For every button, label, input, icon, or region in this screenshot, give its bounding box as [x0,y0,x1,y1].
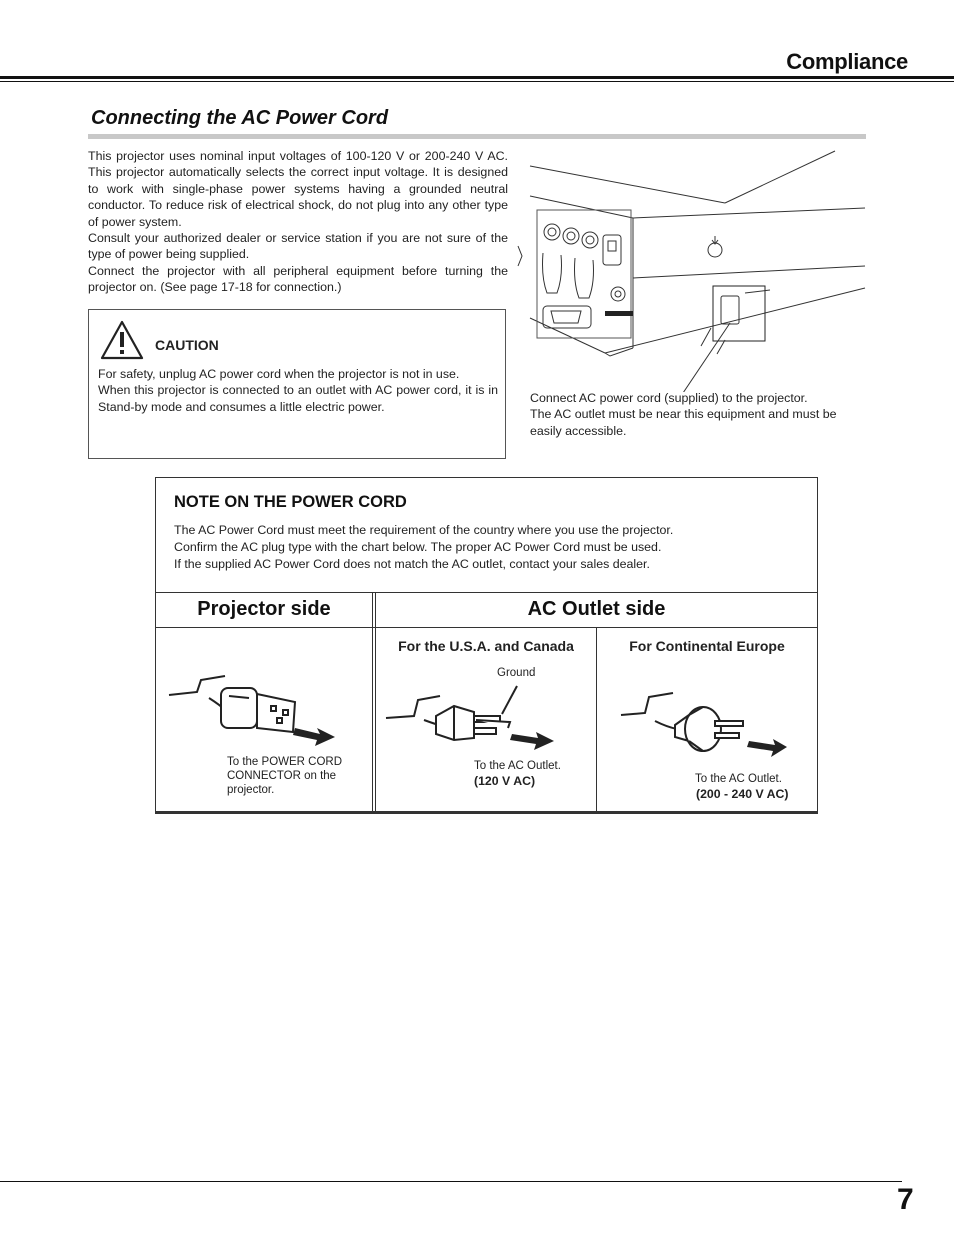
europe-outlet-caption: To the AC Outlet. [695,773,782,785]
section-title-rule [88,134,866,139]
warning-triangle-icon [100,320,144,360]
header-rule [0,76,954,79]
intro-paragraph-3: Connect the projector with all peripheral equipment before turning the projector on. (See page 17-18 for connection.) [88,263,508,295]
projector-rear-illustration [515,148,867,392]
usa-canada-heading: For the U.S.A. and Canada [398,638,574,654]
note-text [174,522,794,573]
table-bottom-rule [156,811,817,813]
ground-label: Ground [497,667,536,679]
note-line-2: Confirm the AC plug type with the chart below. The proper AC Power Cord must be used. [174,540,662,554]
header-section-title: Compliance [786,49,908,74]
note-line-1: The AC Power Cord must meet the requirement of the country where you use the projector. [174,523,674,537]
projector-caption-line-2: The AC outlet must be near this equipment and must be easily accessible. [530,407,837,438]
projector-connector-plug-icon [165,670,340,750]
caution-title: CAUTION [155,337,219,353]
projector-connector-caption: To the POWER CORD CONNECTOR on the projector. [227,756,343,796]
usa-voltage: (120 V AC) [474,774,536,788]
intro-text [88,148,508,296]
caution-line-1: For safety, unplug AC power cord when the projector is not in use. [98,367,460,381]
outlet-side-heading: AC Outlet side [527,598,666,620]
table-top-rule [156,592,817,593]
intro-paragraph-1: This projector uses nominal input voltages of 100-120 V or 200-240 V AC. This projector automatically selects the correct input voltage. It is designed to work with single-phase power systems having a grounded neutral conductor. To reduce risk of electrical shock, do not plug into any other type of power system. [88,149,508,229]
table-column-divider [372,592,373,813]
europe-plug-icon [615,685,790,765]
intro-paragraph-2: Consult your authorized dealer or service station if you are not sure of the type of power being supplied. [88,231,508,262]
footer-rule [0,1181,902,1182]
caution-line-2: When this projector is connected to an outlet with AC power cord, it is in Stand-by mode and consumes a little electric power. [98,383,498,414]
note-title: NOTE ON THE POWER CORD [174,493,407,511]
projector-caption [530,390,866,439]
page-number: 7 [897,1183,914,1216]
table-column-divider [596,627,597,813]
header-rule-thin [0,81,954,82]
continental-europe-heading: For Continental Europe [629,638,785,654]
usa-outlet-caption: To the AC Outlet. [474,760,561,772]
caution-text [98,366,498,415]
usa-plug-icon [380,680,560,760]
table-header-rule [156,627,817,628]
table-column-divider [375,592,376,813]
projector-caption-line-1: Connect AC power cord (supplied) to the projector. [530,391,808,405]
note-line-3: If the supplied AC Power Cord does not match the AC outlet, contact your sales dealer. [174,557,650,571]
projector-side-heading: Projector side [197,598,331,620]
section-title: Connecting the AC Power Cord [91,107,389,129]
europe-voltage: (200 - 240 V AC) [696,787,789,801]
